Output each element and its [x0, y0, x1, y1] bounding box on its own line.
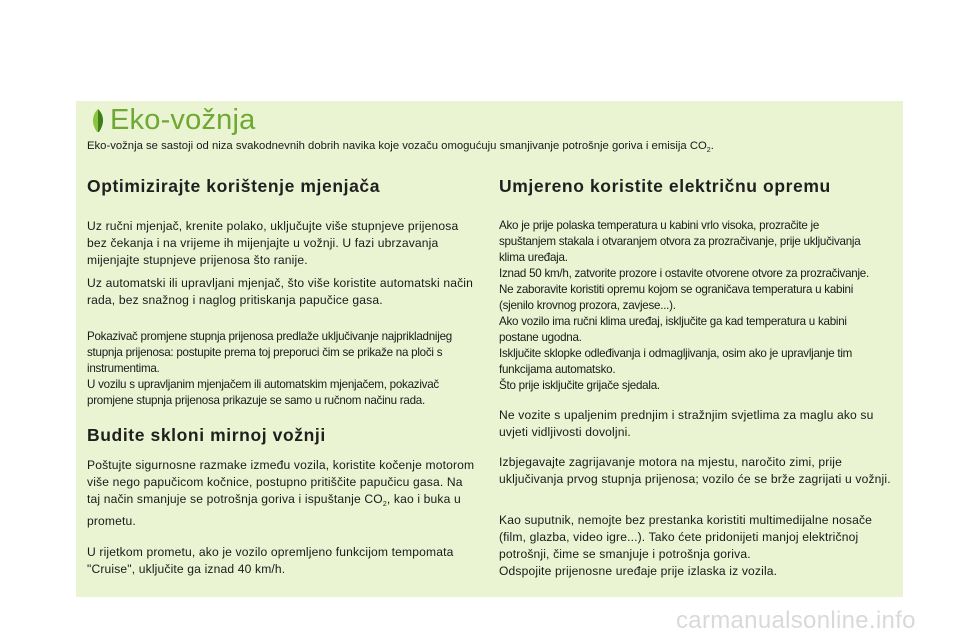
paragraph-ventilation: Ako je prije polaska temperatura u kabini vrlo visoka, prozračite je spuštanjem stakala i otvaranjem otvora za prozračivanje, prije uključivanja klima uređaja. Iznad 50 km/h, zatvorite prozore i ostavite otvorene otvore za prozračivanje. Ne zaboravite koristiti opremu kojom se ograničava temperatura u kabini (sjenilo krovnog prozora, zavjese...). Ako vozilo ima ručni klima uređaj, isključite ga kad temperatura u kabini postane ugodna. Isključite sklopke odleđivanja i odmagljivanja, osim ako je upravljanje tim funkcijama automatsko. Što prije isključite grijače sjedala.	[499, 219, 869, 392]
intro-text: Eko-vožnja se sastoji od niza svakodnevnih dobrih navika koje vozaču omogućuju smanjivanje potrošnje goriva i emisija $CO_2$.	[87, 140, 714, 154]
paragraph-manual-gearbox: Uz ručni mjenjač, krenite polako, uključujte više stupnjeve prijenosa bez čekanja i na vrijeme ih mijenjajte u vožnji. U fazi ubrzavanja mijenjajte stupnjeve prijenosa što ranije.	[87, 219, 459, 267]
paragraph-gear-indicator: Pokazivač promjene stupnja prijenosa predlaže uključivanje najprikladnijeg stupnja prijenosa: postupite prema toj preporuci čim se prikaže na ploči s instrumentima. U vozilu s upravljanim mjenjačem ili automatskim mjenjačem, pokazivač promjene stupnja prijenosa prikazuje se samo u ručnom načinu rada.	[87, 330, 452, 407]
page-title: Eko-vožnja	[110, 104, 256, 136]
paragraph-fog-lights: Ne vozite s upaljenim prednjim i stražnjim svjetlima za maglu ako su uvjeti vidljivosti dovoljni.	[499, 408, 874, 439]
paragraph-engine-warmup: Izbjegavajte zagrijavanje motora na mjestu, naročito zimi, prije uključivanja prvog stupnja prijenosa; vozilo će se brže zagrijati u vožnji.	[499, 455, 891, 486]
paragraph-safe-distance: Poštujte sigurnosne razmake između vozila, koristite kočenje motorom više nego papučicom kočnice, postupno pritiščite papučicu gasa. Na taj način smanjuje se potrošnja goriva i ispuštanje $CO_2$, kao i buka u prometu.	[87, 458, 475, 528]
paragraph-automatic-gearbox: Uz automatski ili upravljani mjenjač, što više koristite automatski način rada, bez snažnog i naglog pritiskanja papučice gasa.	[87, 276, 474, 307]
heading-gearbox: Optimizirajte korištenje mjenjača	[87, 176, 381, 196]
paragraph-cruise: U rijetkom prometu, ako je vozilo opremljeno funkcijom tempomata "Cruise", uključite ga iznad 40 km/h.	[87, 545, 454, 576]
heading-calm-driving: Budite skloni mirnoj vožnji	[87, 425, 326, 445]
heading-electrical-equipment: Umjereno koristite električnu opremu	[499, 176, 831, 196]
leaf-icon	[88, 108, 108, 134]
watermark: carmanualsonline.info	[676, 607, 916, 634]
paragraph-multimedia: Kao suputnik, nemojte bez prestanka koristiti multimedijalne nosače (film, glazba, video igre...). Tako ćete pridonijeti manjoj električnoj potrošnji, čime se smanjuje i potrošnja goriva. Odspojite prijenosne uređaje prije izlaska iz vozila.	[499, 513, 873, 578]
